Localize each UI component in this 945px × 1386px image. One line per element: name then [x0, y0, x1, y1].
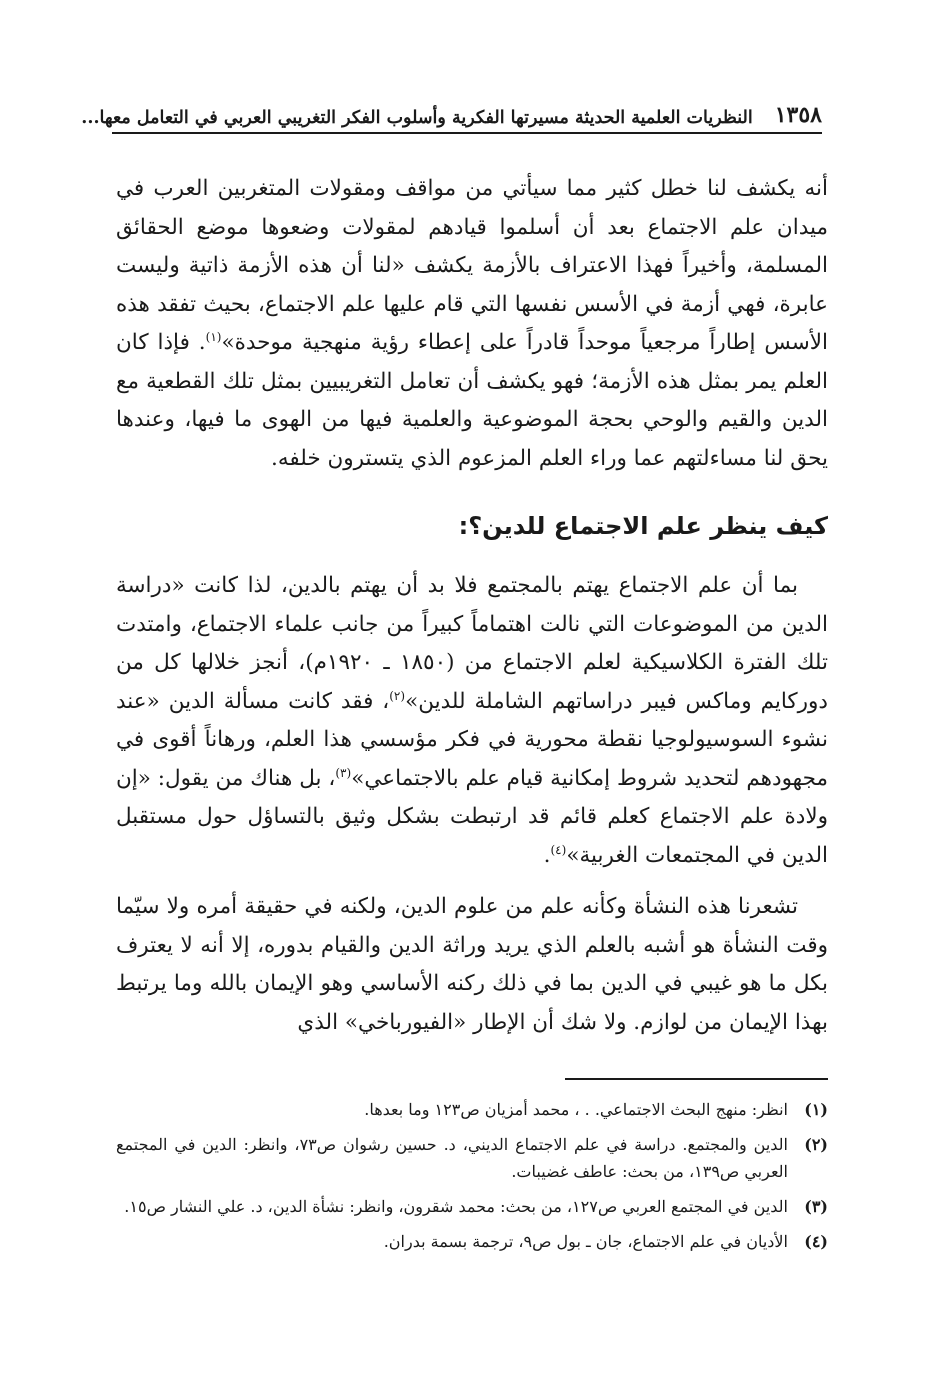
footnote-ref-1: (١) — [205, 329, 222, 344]
footnote-number: (١) — [804, 1100, 828, 1119]
footnote-number: (٢) — [804, 1135, 828, 1154]
paragraph-2-part-c: ، بل هناك من يقول: «إن ولادة علم الاجتماع كعلم قائم قد ارتبطت بشكل وثيق بالتساؤل حول مستقبل الدين في المجتمعات الغربية» — [116, 765, 828, 868]
footnote-ref-2: (٢) — [389, 688, 406, 703]
paragraph-3: تشعرنا هذه النشأة وكأنه علم من علوم الدين، ولكنه في حقيقة أمره ولا سيّما وقت النشأة هو أشبه بالعلم الذي يريد وراثة الدين والقيام بدوره، إلا أنه لا يعترف بكل ما هو غيبي في الدين بما في ذلك ركنه الأساسي وهو الإيمان بالله وما يرتبط بهذا الإيمان من لوازم. ولا شك أن الإطار «الفيورباخي» الذي — [116, 894, 828, 1035]
footnotes — [116, 1096, 828, 1263]
paragraph-2 — [116, 567, 828, 875]
paragraph-2-part-a: بما أن علم الاجتماع يهتم بالمجتمع فلا بد أن يهتم بالدين، لذا كانت «دراسة الدين من الموضوعات التي نالت اهتماماً كبيراً من جانب علماء الاجتماع، وامتدت تلك الفترة الكلاسيكية لعلم الاجتماع من (١٨٥٠ ـ ١٩٢٠م)، أنجز خلالها كل من دوركايم وماكس فيبر دراساتهم الشاملة للدين» — [116, 573, 828, 714]
footnote-item — [116, 1096, 828, 1123]
footnote-text: انظر: منهج البحث الاجتماعي. . ، محمد أمزيان ص١٢٣ وما بعدها. — [364, 1100, 788, 1119]
paragraph-1 — [116, 170, 828, 478]
page-number: ١٣٥٨ — [774, 102, 822, 128]
paragraph-1-text: أنه يكشف لنا خطل كثير مما سيأتي من مواقف ومقولات المتغربين العرب في ميدان علم الاجتماع بعد أن أسلموا قيادهم لمقولات وضعوها موضع الحقائق المسلمة، وأخيراً فهذا الاعتراف بالأزمة يكشف «لنا أن هذه الأزمة ذاتية وليست عابرة، فهي أزمة في الأسس نفسها التي قام عليها علم الاجتماع، بحيث تفقد هذه الأسس إطاراً مرجعياً موحداً قادراً على إعطاء رؤية منهجية موحدة» — [116, 176, 828, 355]
paragraph-2-part-b: ، فقد كانت مسألة الدين «عند نشوء السوسيولوجيا نقطة محورية في فكر مؤسسي هذا العلم، ورهاناً أقوى في مجهودهم لتحديد شروط إمكانية قيام علم بالاجتماعي» — [116, 688, 828, 791]
running-header — [81, 92, 822, 134]
footnote-separator — [565, 1078, 828, 1080]
footnote-item — [116, 1193, 828, 1220]
footnote-text: الدين في المجتمع العربي ص١٢٧، من بحث: محمد شقرون، وانظر: نشأة الدين، د. علي النشار ص١٥. — [124, 1197, 788, 1216]
running-header-title: النظريات العلمية الحديثة مسيرتها الفكرية وأسلوب الفكر التغريبي العربي في التعامل معها... — [81, 108, 753, 128]
footnote-item — [116, 1228, 828, 1255]
paragraph-1-tail: . فإذا كان العلم يمر بمثل هذه الأزمة؛ فهو يكشف أن تعامل التغريبيين بمثل تلك القطعية مع الدين والقيم والوحي بحجة الموضوعية والعلمية فيها من الهوى ما فيها، وعندها يحق لنا مساءلتهم عما وراء العلم المزعوم الذي يتسترون خلفه. — [116, 330, 828, 471]
footnote-number: (٣) — [804, 1197, 828, 1216]
section-heading: كيف ينظر علم الاجتماع للدين؟: — [458, 512, 828, 540]
footnote-text: الدين والمجتمع. دراسة في علم الاجتماع الديني، د. حسين رشوان ص٧٣، وانظر: الدين في المجتمع العربي ص١٣٩، من بحث: عاطف غضيبات. — [116, 1135, 788, 1181]
footnote-item — [116, 1131, 828, 1185]
footnote-number: (٤) — [804, 1232, 828, 1251]
footnote-ref-3: (٣) — [335, 765, 352, 780]
paragraph-2-part-d: . — [543, 842, 551, 868]
footnote-text: الأديان في علم الاجتماع، جان ـ بول ص٩، ترجمة بسمة بدران. — [383, 1232, 788, 1251]
footnote-ref-4: (٤) — [550, 842, 567, 857]
